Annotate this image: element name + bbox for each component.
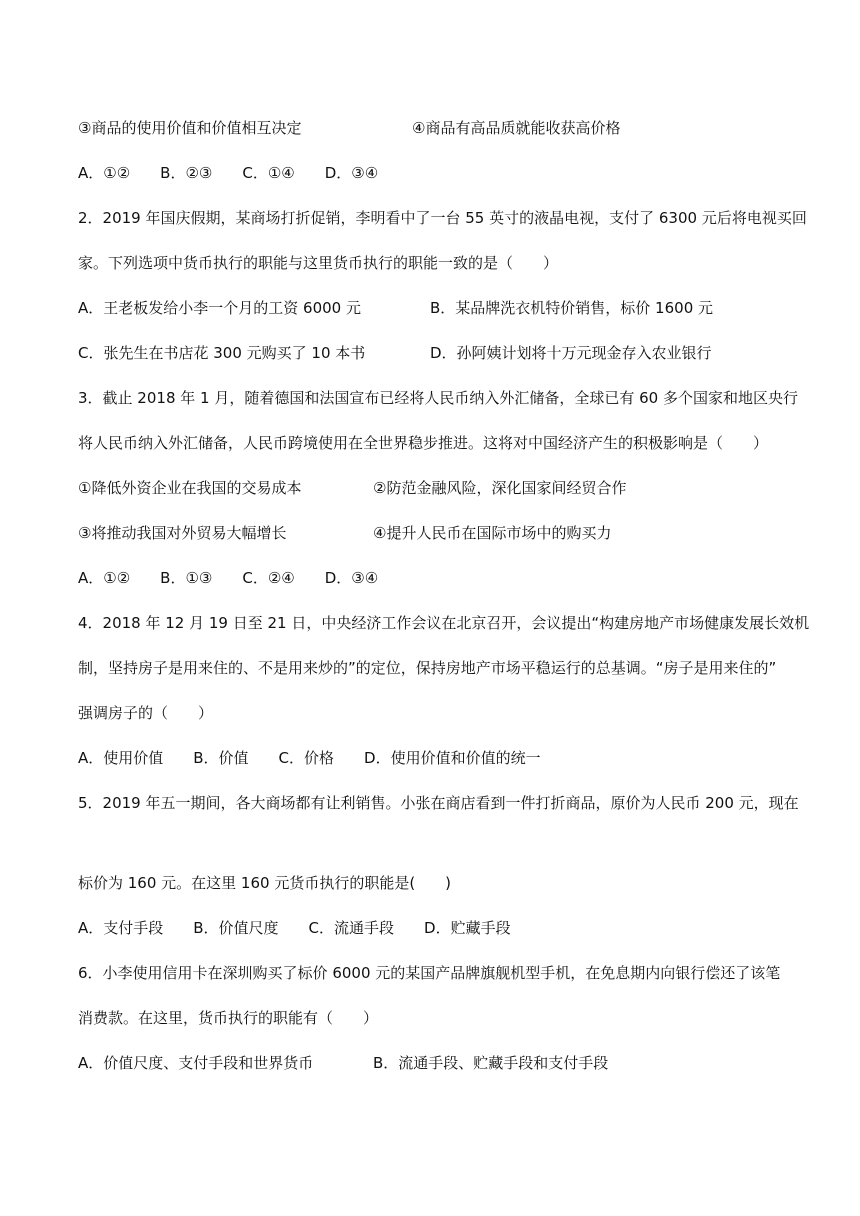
q3-option-1: ①降低外资企业在我国的交易成本 [78, 479, 302, 497]
q2-option-c: C．张先生在书店花 300 元购买了 10 本书 [78, 344, 366, 362]
q6-stem-line-2: 消费款。在这里，货币执行的职能有（ ） [78, 1009, 379, 1027]
q2-stem-line-2: 家。下列选项中货币执行的职能与这里货币执行的职能一致的是（ ） [78, 254, 559, 272]
q5-stem-line-1: 5．2019 年五一期间，各大商场都有让利销售。小张在商店看到一件打折商品，原价为人民币 200 元，现在 [78, 794, 799, 812]
q2-option-d: D．孙阿姨计划将十万元现金存入农业银行 [430, 344, 712, 362]
q3-option-4: ④提升人民币在国际市场中的购买力 [373, 524, 612, 542]
q3-stem-line-2: 将人民币纳入外汇储备，人民币跨境使用在全世界稳步推进。这将对中国经济产生的积极影响是（ ） [78, 434, 769, 452]
q3-option-3: ③将推动我国对外贸易大幅增长 [78, 524, 287, 542]
q2-stem-line-1: 2．2019 年国庆假期，某商场打折促销，李明看中了一台 55 英寸的液晶电视，支付了 6300 元后将电视买回 [78, 209, 807, 227]
q2-option-a: A．王老板发给小李一个月的工资 6000 元 [78, 299, 361, 317]
q6-stem-line-1: 6．小李使用信用卡在深圳购买了标价 6000 元的某国产品牌旗舰机型手机，在免息期内向银行偿还了该笔 [78, 964, 781, 982]
q1-choices: A．①② B．②③ C．①④ D．③④ [78, 164, 379, 182]
q4-stem-line-2: 制，坚持房子是用来住的、不是用来炒的”的定位，保持房地产市场平稳运行的总基调。“房子是用来住的” [78, 659, 777, 677]
q6-option-a: A．价值尺度、支付手段和世界货币 [78, 1054, 314, 1072]
q3-choices: A．①② B．①③ C．②④ D．③④ [78, 569, 379, 587]
q3-option-2: ②防范金融风险，深化国家间经贸合作 [373, 479, 627, 497]
q1-option-4: ④商品有高品质就能收获高价格 [412, 119, 621, 137]
q6-option-b: B．流通手段、贮藏手段和支付手段 [373, 1054, 609, 1072]
q1-option-3: ③商品的使用价值和价值相互决定 [78, 119, 302, 137]
q4-stem-line-3: 强调房子的（ ） [78, 704, 214, 722]
q2-option-b: B．某品牌洗衣机特价销售，标价 1600 元 [430, 299, 714, 317]
q5-stem-line-2: 标价为 160 元。在这里 160 元货币执行的职能是( ) [78, 874, 452, 892]
q4-choices: A．使用价值 B．价值 C．价格 D．使用价值和价值的统一 [78, 749, 541, 767]
q4-stem-line-1: 4．2018 年 12 月 19 日至 21 日，中央经济工作会议在北京召开，会议提出“构建房地产市场健康发展长效机 [78, 614, 810, 632]
q5-choices: A．支付手段 B．价值尺度 C．流通手段 D．贮藏手段 [78, 919, 511, 937]
q3-stem-line-1: 3．截止 2018 年 1 月，随着德国和法国宣布已经将人民币纳入外汇储备，全球已有 60 多个国家和地区央行 [78, 389, 798, 407]
